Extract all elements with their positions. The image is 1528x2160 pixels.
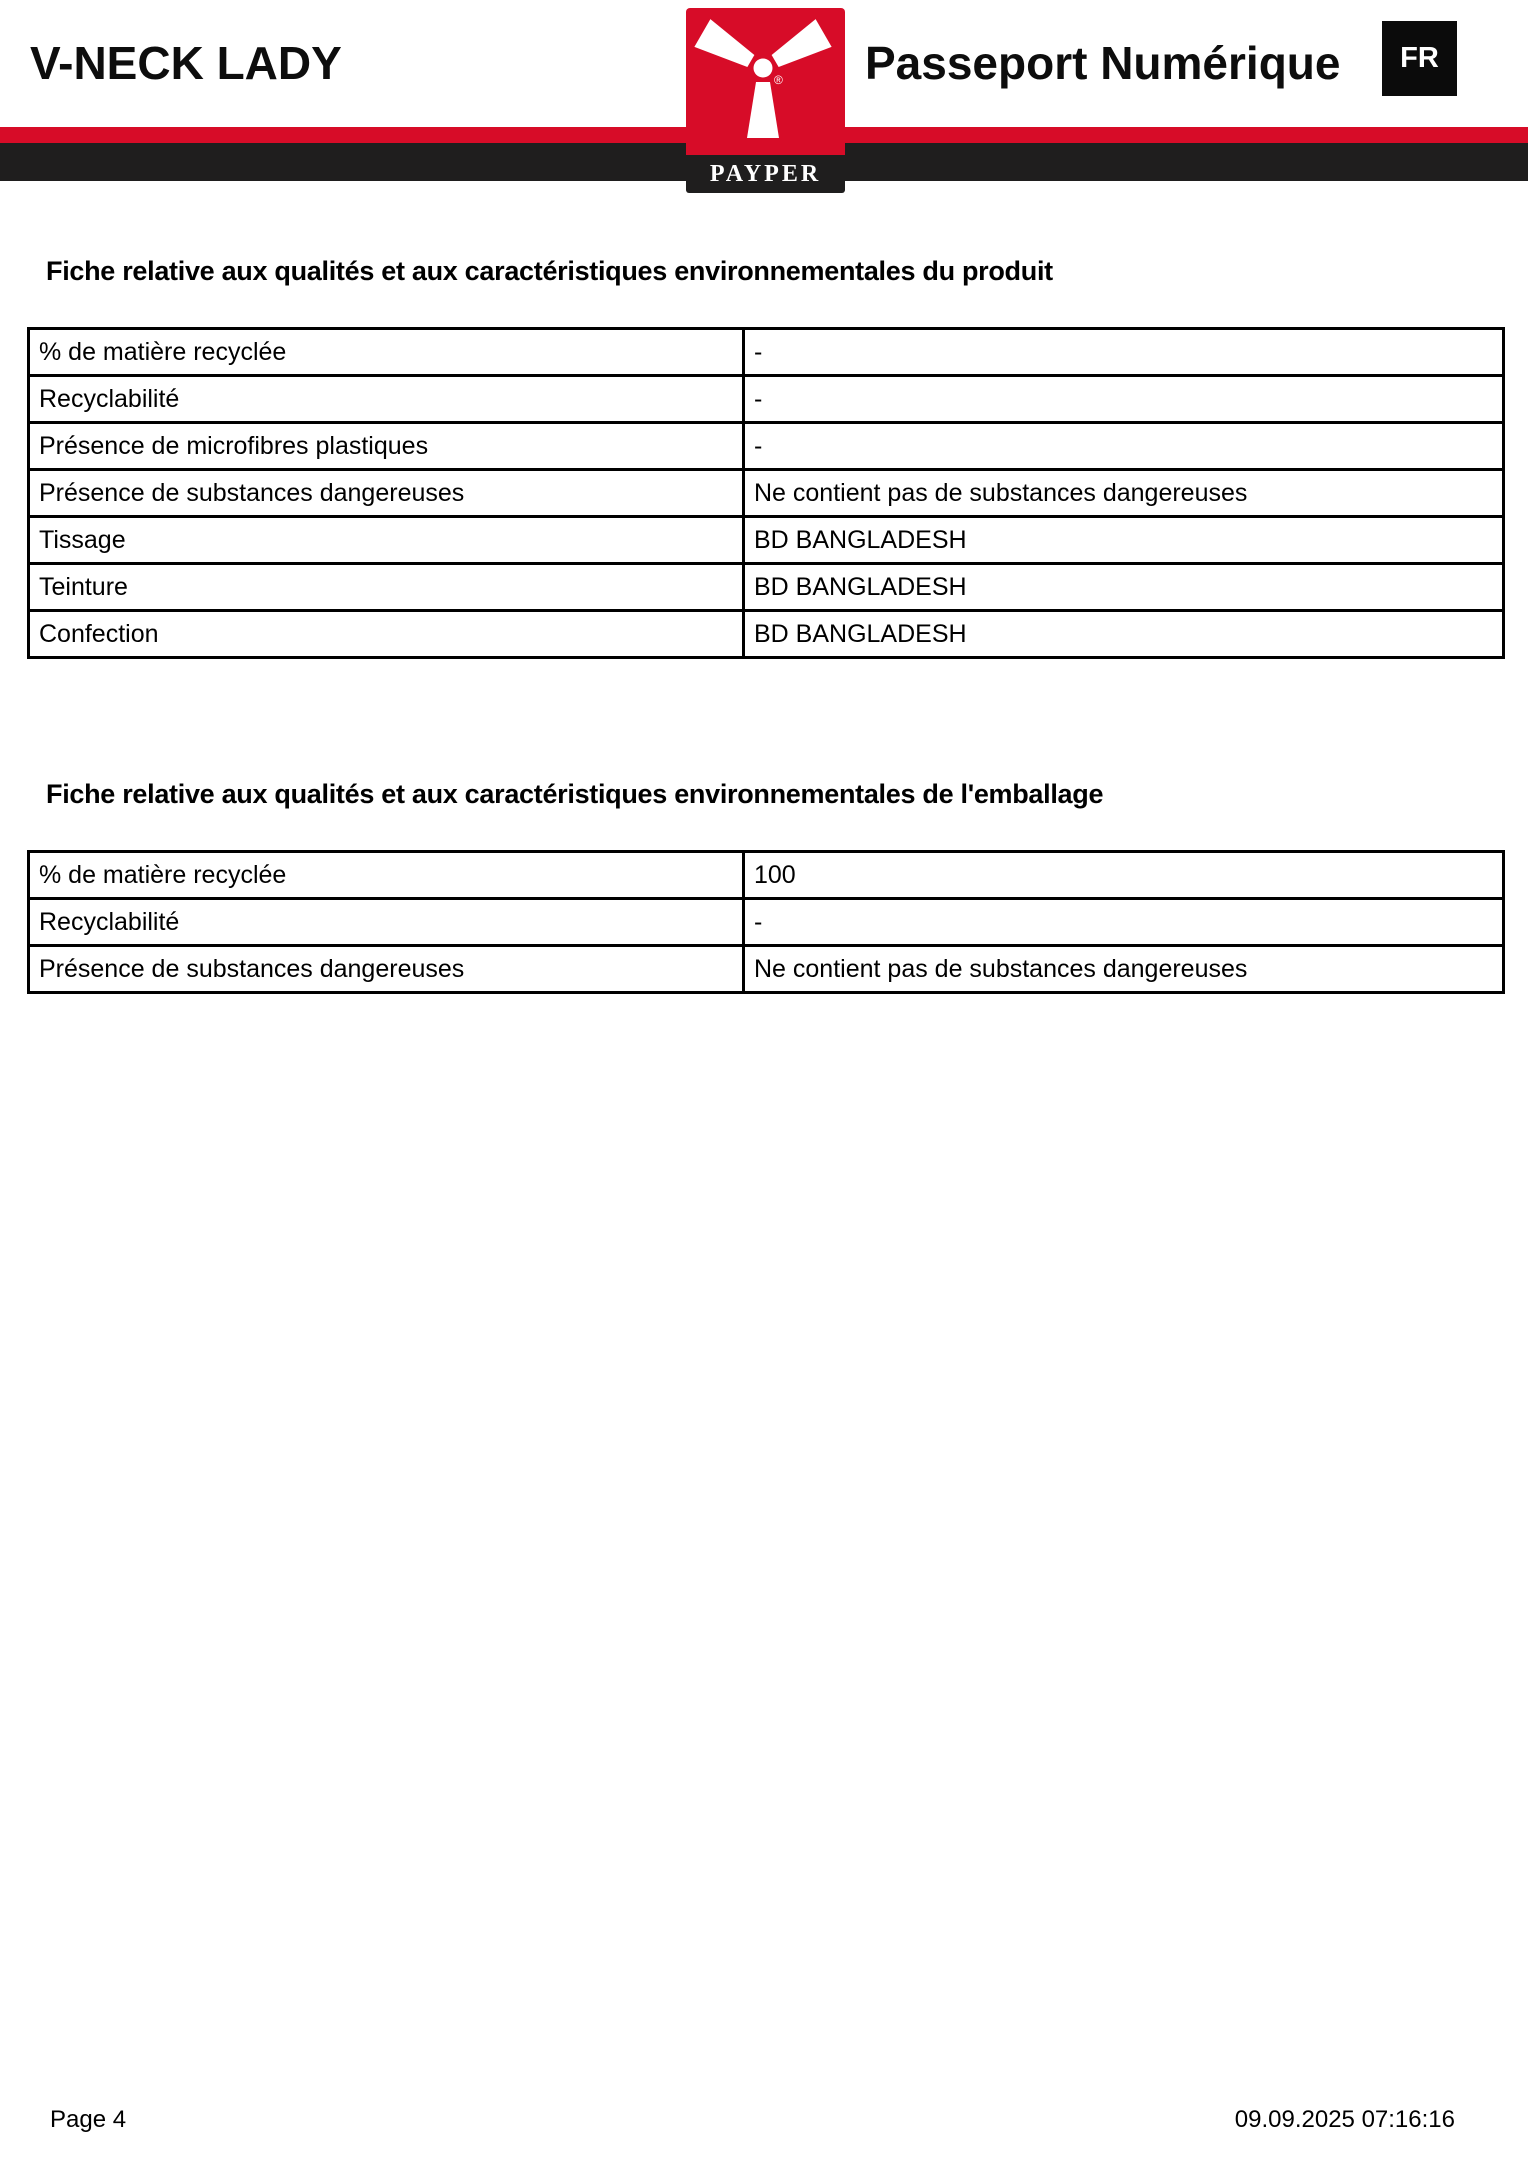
row-label: Présence de substances dangereuses xyxy=(29,946,744,993)
row-value: BD BANGLADESH xyxy=(744,611,1504,658)
table-row xyxy=(29,376,1504,423)
row-value: 100 xyxy=(744,852,1504,899)
doc-title: Passeport Numérique xyxy=(865,37,1341,89)
product-title: V-NECK LADY xyxy=(30,37,342,89)
payper-logo xyxy=(686,8,845,193)
row-value: BD BANGLADESH xyxy=(744,517,1504,564)
row-value: - xyxy=(744,423,1504,470)
timestamp: 09.09.2025 07:16:16 xyxy=(1234,2106,1455,2133)
row-label: % de matière recyclée xyxy=(29,329,744,376)
row-value: - xyxy=(744,899,1504,946)
row-value: Ne contient pas de substances dangereuses xyxy=(744,470,1504,517)
row-value: Ne contient pas de substances dangereuses xyxy=(744,946,1504,993)
row-label: Présence de substances dangereuses xyxy=(29,470,744,517)
row-label: Présence de microfibres plastiques xyxy=(29,423,744,470)
table-row xyxy=(29,470,1504,517)
row-label: Recyclabilité xyxy=(29,899,744,946)
table-row xyxy=(29,946,1504,993)
row-label: Tissage xyxy=(29,517,744,564)
page-number: Page 4 xyxy=(50,2106,127,2133)
row-label: Teinture xyxy=(29,564,744,611)
product-environment-table xyxy=(27,327,1505,659)
brand-wordmark: PAYPER xyxy=(686,155,845,193)
table-row xyxy=(29,423,1504,470)
section-title-packaging: Fiche relative aux qualités et aux caractéristiques environnementales de l'emballage xyxy=(46,779,1104,809)
language-badge-label: FR xyxy=(1400,42,1439,74)
table-row xyxy=(29,329,1504,376)
section-title-product: Fiche relative aux qualités et aux caractéristiques environnementales du produit xyxy=(46,256,1053,286)
language-badge xyxy=(1382,21,1457,96)
row-value: BD BANGLADESH xyxy=(744,564,1504,611)
logo-red-square xyxy=(686,8,845,155)
row-label: Recyclabilité xyxy=(29,376,744,423)
table-row xyxy=(29,517,1504,564)
table-row xyxy=(29,852,1504,899)
row-label: % de matière recyclée xyxy=(29,852,744,899)
windmill-icon xyxy=(686,73,845,159)
row-value: - xyxy=(744,376,1504,423)
row-label: Confection xyxy=(29,611,744,658)
packaging-environment-table xyxy=(27,850,1505,994)
row-value: - xyxy=(744,329,1504,376)
table-row xyxy=(29,611,1504,658)
table-row xyxy=(29,564,1504,611)
table-row xyxy=(29,899,1504,946)
svg-text:®: ® xyxy=(774,73,783,87)
